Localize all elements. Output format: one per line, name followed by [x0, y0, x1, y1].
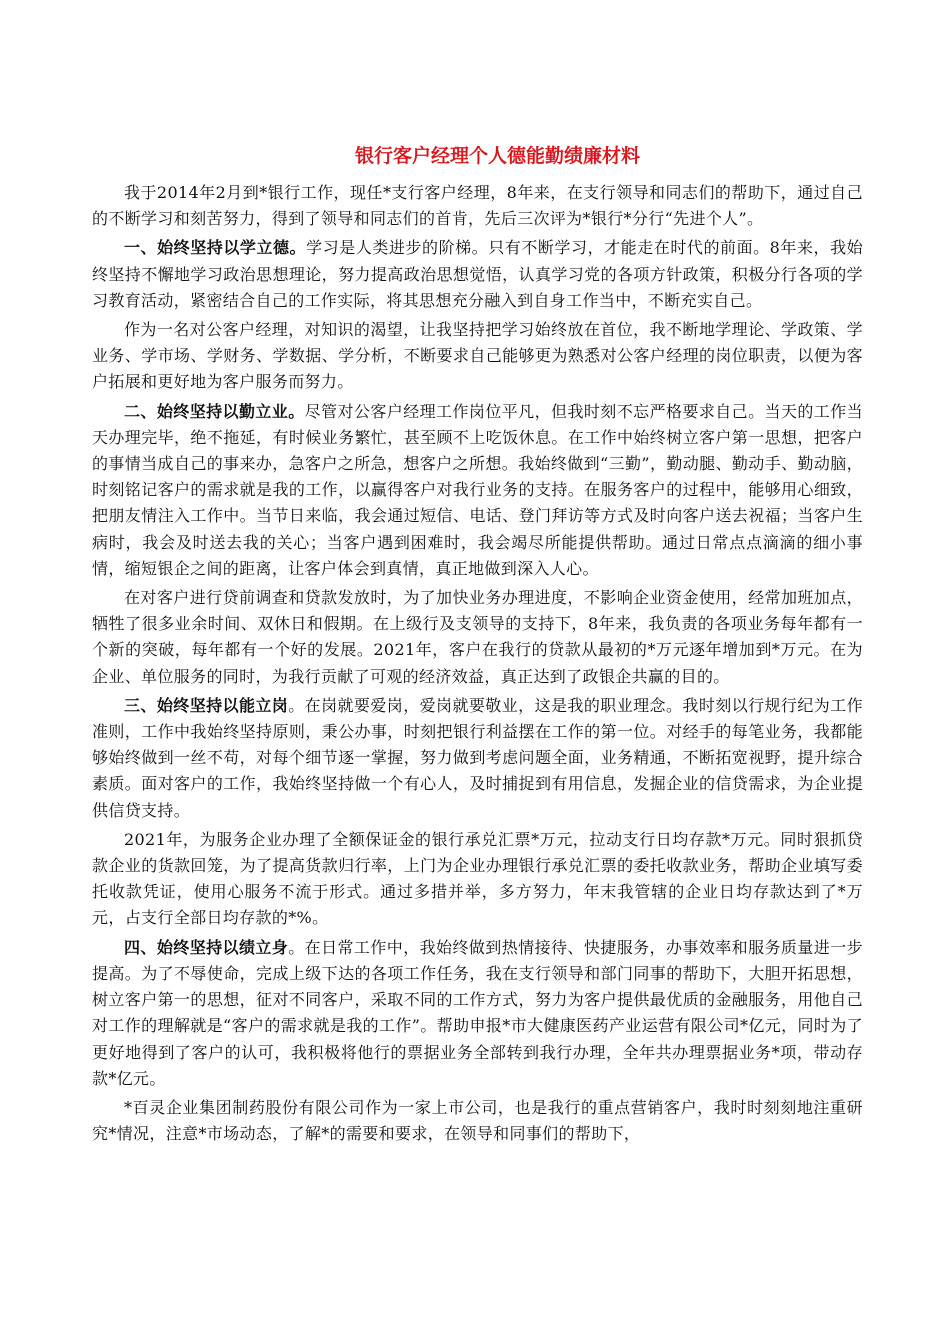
paragraph-text: 。在岗就要爱岗，爱岗就要敬业，这是我的职业理念。我时刻以行规行纪为工作准则，工作中我始终坚持原则，秉公办事，时刻把银行利益摆在工作的第一位。对经手的每笔业务，我都能够始终做到一丝不苟，对每个细节逐一掌握，努力做到考虑问题全面，业务精通，不断拓宽视野，提升综合素质。面对客户的工作，我始终坚持做一个有心人，及时捕捉到有用信息，发掘企业的信贷需求，为企业提供信贷支持。 — [92, 695, 863, 820]
document-page — [92, 142, 863, 1150]
paragraph-section-1-body — [92, 317, 863, 396]
paragraph-section-2 — [92, 399, 863, 582]
paragraph-section-4-body — [92, 1095, 863, 1147]
paragraph-text: 学习是人类进步的阶梯。只有不断学习，才能走在时代的前面。8年来，我始终坚持不懈地学习政治思想理论，努力提高政治思想觉悟，认真学习党的各项方针政策，积极分行各项的学习教育活动，紧密结合自己的工作实际，将其思想充分融入到自身工作当中，不断充实自己。 — [92, 238, 863, 310]
section-heading-3: 三、始终坚持以能立岗 — [124, 695, 289, 715]
paragraph-text: 作为一名对公客户经理，对知识的渴望，让我坚持把学习始终放在首位，我不断地学理论、学政策、学业务、学市场、学财务、学数据、学分析，不断要求自己能够更为熟悉对公客户经理的岗位职责，以便为客户拓展和更好地为客户服务而努力。 — [92, 320, 863, 392]
paragraph-text: 。在日常工作中，我始终做到热情接待、快捷服务，办事效率和服务质量进一步提高。为了不辱使命，完成上级下达的各项工作任务，我在支行领导和部门同事的帮助下，大胆开拓思想，树立客户第一的思想，征对不同客户，采取不同的工作方式，努力为客户提供最优质的金融服务，用他自己对工作的理解就是“客户的需求就是我的工作”。帮助申报*市大健康医药产业运营有限公司*亿元，同时为了更好地得到了客户的认可，我积极将他行的票据业务全部转到我行办理，全年共办理票据业务*项，带动存款*亿元。 — [92, 937, 863, 1088]
paragraph-section-4 — [92, 935, 863, 1092]
paragraph-text: 2021年，为服务企业办理了全额保证金的银行承兑汇票*万元，拉动支行日均存款*万元。同时狠抓贷款企业的货款回笼，为了提高货款归行率，上门为企业办理银行承兑汇票的委托收款业务，帮助企业填写委托收款凭证，使用心服务不流于形式。通过多措并举，多方努力，年末我管辖的企业日均存款达到了*万元，占支行全部日均存款的*%。 — [92, 829, 863, 928]
paragraph-text: *百灵企业集团制药股份有限公司作为一家上市公司，也是我行的重点营销客户，我时时刻刻地注重研究*情况，注意*市场动态，了解*的需要和要求，在领导和同事们的帮助下， — [92, 1097, 863, 1144]
paragraph-section-3-body — [92, 827, 863, 932]
paragraph-text: 尽管对公客户经理工作岗位平凡，但我时刻不忘严格要求自己。当天的工作当天办理完毕，绝不拖延，有时候业务繁忙，甚至顾不上吃饭休息。在工作中始终树立客户第一思想，把客户的事情当成自己的事来办，急客户之所急，想客户之所想。我始终做到“三勤”，勤动腿、勤动手、勤动脑，时刻铭记客户的需求就是我的工作，以赢得客户对我行业务的支持。在服务客户的过程中，能够用心细致，把朋友情注入工作中。当节日来临，我会通过短信、电话、登门拜访等方式及时向客户送去祝福；当客户生病时，我会及时送去我的关心；当客户遇到困难时，我会竭尽所能提供帮助。通过日常点点滴滴的细小事情，缩短银企之间的距离，让客户体会到真情，真正地做到深入人心。 — [92, 401, 863, 578]
section-heading-1: 一、始终坚持以学立德。 — [124, 238, 307, 258]
paragraph-section-3 — [92, 693, 863, 824]
paragraph-text: 在对客户进行贷前调查和贷款发放时，为了加快业务办理进度，不影响企业资金使用，经常加班加点，牺牲了很多业余时间、双休日和假期。在上级行及支领导的支持下，8年来，我负责的各项业务每年都有一个新的突破，每年都有一个好的发展。2021年，客户在我行的贷款从最初的*万元逐年增加到*万元。在为企业、单位服务的同时，为我行贡献了可观的经济效益，真正达到了政银企共赢的目的。 — [92, 588, 863, 686]
paragraph-section-1 — [92, 235, 863, 314]
paragraph-section-2-body — [92, 585, 863, 690]
section-heading-2: 二、始终坚持以勤立业。 — [124, 401, 305, 421]
paragraph-intro — [92, 180, 863, 232]
paragraph-text: 我于2014年2月到*银行工作，现任*支行客户经理，8年来，在支行领导和同志们的帮助下，通过自己的不断学习和刻苦努力，得到了领导和同志们的首肯，先后三次评为*银行*分行“先进个人”。 — [92, 183, 863, 229]
section-heading-4: 四、始终坚持以绩立身 — [124, 937, 289, 957]
document-title: 银行客户经理个人德能勤绩廉材料 — [354, 145, 640, 167]
